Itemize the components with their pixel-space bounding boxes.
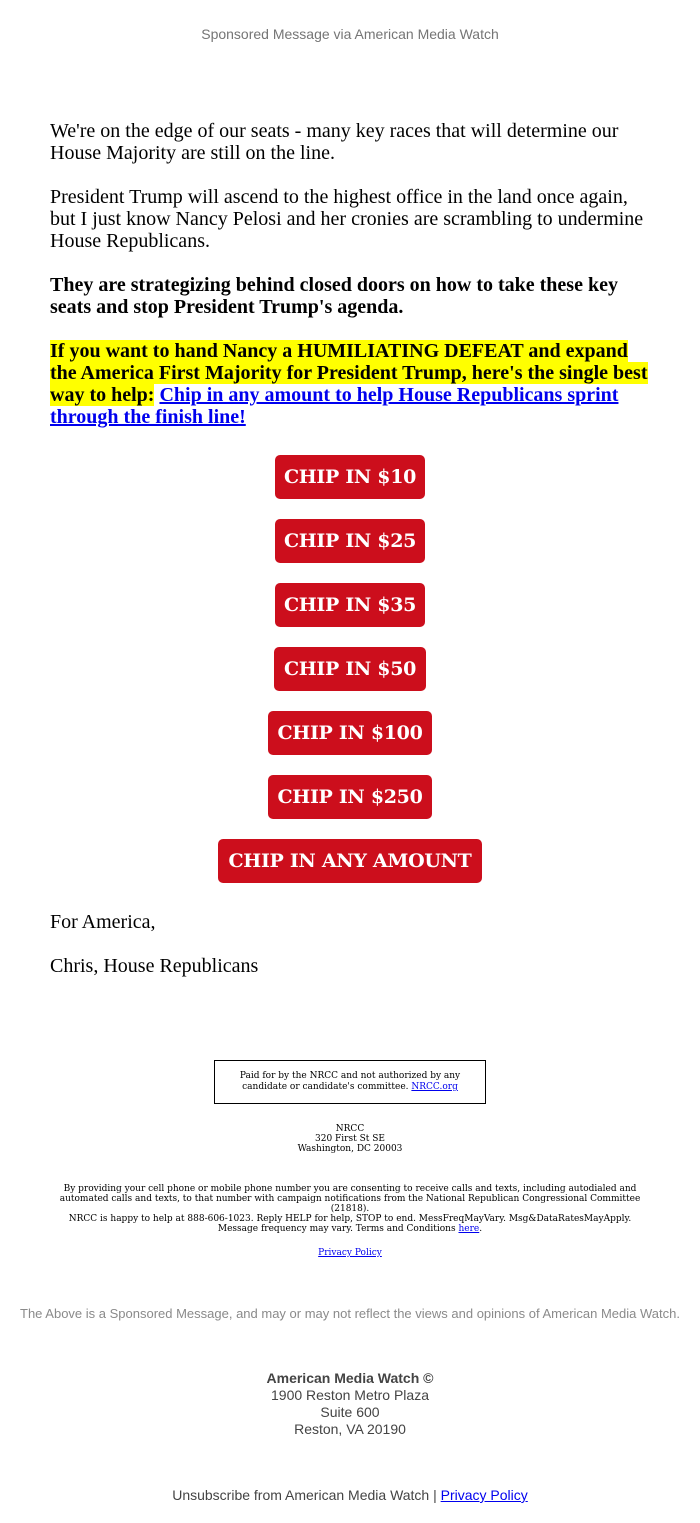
sponsor-disclaimer: The Above is a Sponsored Message, and may or may not reflect the views and opinions of American Media Watch. <box>20 1306 680 1321</box>
chip-in-100-button[interactable]: CHIP IN $100 <box>268 711 432 755</box>
paragraph-call-to-action <box>50 340 650 428</box>
org-name: NRCC <box>335 1124 365 1134</box>
paragraph-races: We're on the edge of our seats - many key races that will determine our House Majority are still on the line. <box>50 120 619 164</box>
paragraph-strategizing: They are strategizing behind closed doors on how to take these key seats and stop President Trump's agenda. <box>50 274 618 318</box>
nrcc-link[interactable]: NRCC.org <box>411 1082 458 1092</box>
terms-link[interactable]: here <box>458 1224 480 1234</box>
chip-in-25-button[interactable]: CHIP IN $25 <box>275 519 425 563</box>
privacy-policy-link[interactable]: Privacy Policy <box>440 1487 528 1503</box>
paragraph-trump: President Trump will ascend to the highest office in the land once again, but I just know Nancy Pelosi and her cronies are scrambling to undermine House Republicans. <box>50 186 644 252</box>
sms-help-text: NRCC is happy to help at 888-606-1023. Reply HELP for help, STOP to end. MessFreqMayVary. Msg&DataRatesMayApply. Message frequency may vary. Terms and Conditions here. <box>68 1214 632 1234</box>
chip-in-10-button[interactable]: CHIP IN $10 <box>275 455 425 499</box>
signoff-greeting: For America, <box>50 911 156 933</box>
signoff-signature: Chris, House Republicans <box>50 955 259 977</box>
help-text: NRCC is happy to help at 888-606-1023. Reply HELP for help, STOP to end. MessFreqMayVary. Msg&DataRatesMayApply. Message frequency may vary. Terms and Conditions <box>68 1214 632 1234</box>
company-address-line-3: Reston, VA 20190 <box>294 1421 406 1437</box>
chip-in-any-amount-link[interactable]: Chip in any amount to help House Republicans sprint through the finish line! <box>50 384 619 428</box>
company-address-line-1: 1900 Reston Metro Plaza <box>271 1387 429 1403</box>
paid-for-text: Paid for by the NRCC and not authorized by any candidate or candidate's committee. <box>239 1071 461 1092</box>
chip-in-50-button[interactable]: CHIP IN $50 <box>274 647 426 691</box>
org-city: Washington, DC 20003 <box>297 1144 403 1154</box>
chip-in-35-button[interactable]: CHIP IN $35 <box>275 583 425 627</box>
nrcc-address <box>0 1124 700 1154</box>
org-street: 320 First St SE <box>315 1134 385 1144</box>
company-address-line-2: Suite 600 <box>320 1404 380 1420</box>
unsubscribe-text: Unsubscribe from American Media Watch | <box>172 1487 437 1503</box>
chip-in-any-amount-button[interactable]: CHIP IN ANY AMOUNT <box>218 839 482 883</box>
sms-consent-text: By providing your cell phone or mobile phone number you are consenting to receive calls and texts, including autodialed and automated calls and texts, to that number with campaign notifications from the National Republican Congressional Committee (21818). <box>59 1184 641 1214</box>
unsubscribe-row <box>0 1487 700 1503</box>
privacy-policy-row <box>50 1248 650 1258</box>
company-address-block <box>0 1370 700 1438</box>
paid-for-disclaimer-box <box>214 1060 486 1104</box>
sponsored-message-label: Sponsored Message via American Media Watch <box>201 26 499 42</box>
company-name: American Media Watch © <box>266 1370 434 1386</box>
nrcc-privacy-policy-link[interactable]: Privacy Policy <box>318 1248 382 1258</box>
chip-in-250-button[interactable]: CHIP IN $250 <box>268 775 432 819</box>
highlighted-appeal: If you want to hand Nancy a HUMILIATING DEFEAT and expand the America First Majority for President Trump, here's the single best way to help: <box>50 340 648 406</box>
